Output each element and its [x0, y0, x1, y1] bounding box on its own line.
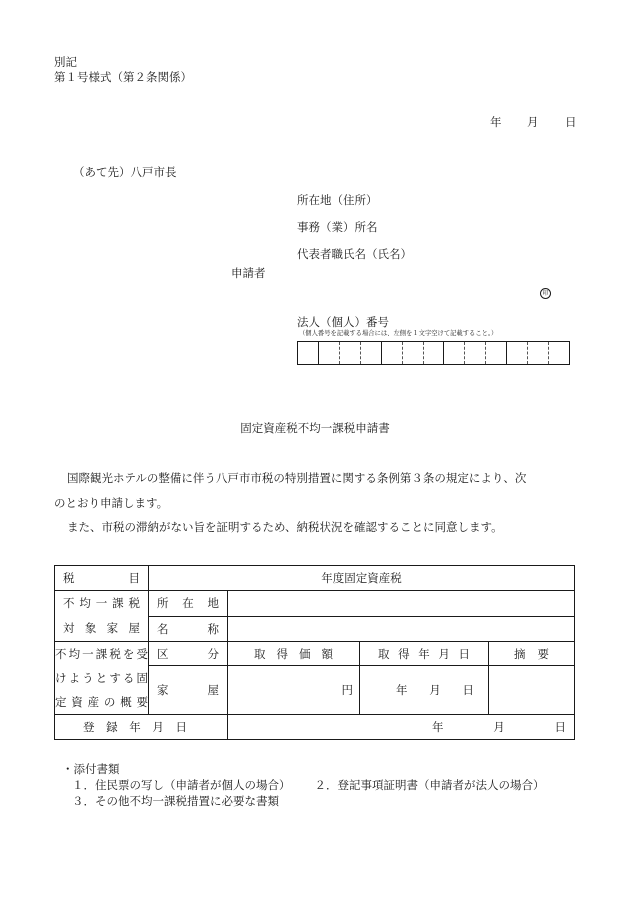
body-paragraph-1-line-2: のとおり申請します。 [54, 496, 169, 510]
annex-label: 別記 [54, 55, 77, 69]
location-field[interactable] [228, 591, 575, 617]
asset-summary-label-cell [55, 642, 149, 715]
number-digit-box[interactable] [486, 342, 507, 364]
seal-mark [540, 286, 551, 299]
attachment-item-2: ２．登記事項証明書（申請者が法人の場合） [314, 778, 545, 792]
registration-date-field[interactable] [228, 715, 575, 740]
corp-number-label: 法人（個人）番号 [297, 315, 389, 329]
date-header-cell [360, 642, 489, 666]
application-table [54, 565, 575, 740]
tax-item-value[interactable]: 年度固定資産税 [149, 566, 575, 591]
number-digit-box[interactable] [424, 342, 445, 364]
applicant-office-label: 事務（業）所名 [297, 220, 378, 234]
registration-date-label-cell [55, 715, 228, 740]
tax-item-label: 税 目 [63, 571, 140, 585]
acq-month: 月 [429, 683, 441, 697]
number-digit-box[interactable] [361, 342, 382, 364]
yen-unit: 円 [341, 683, 353, 697]
number-digit-box[interactable] [528, 342, 549, 364]
name-field[interactable] [228, 616, 575, 642]
acquisition-cost-field[interactable] [228, 666, 360, 715]
date-header: 取得年月日 [378, 646, 470, 661]
cost-header: 取得価額 [254, 646, 333, 661]
attachments [62, 761, 545, 809]
asset-summary-label-line: 定資産の概要 [55, 695, 148, 709]
building-kind: 家屋 [157, 683, 219, 697]
date-year: 年 [490, 115, 502, 129]
location-label-cell [149, 591, 228, 617]
acq-year: 年 [396, 683, 408, 697]
addressee: （あて先）八戸市長 [73, 165, 177, 179]
table-row [55, 642, 575, 666]
target-building-label-cell [55, 591, 149, 642]
attachments-heading: ・添付書類 [62, 762, 120, 776]
attachment-item-1: １．住民票の写し（申請者が個人の場合） [72, 778, 291, 792]
cost-header-cell [228, 642, 360, 666]
number-digit-box[interactable] [507, 342, 528, 364]
number-digit-box[interactable] [549, 342, 569, 364]
reg-day: 日 [554, 720, 566, 734]
summary-header-cell [489, 642, 575, 666]
location-label: 所在地 [157, 596, 219, 611]
attachments-row-1 [62, 777, 545, 793]
number-digit-box[interactable] [465, 342, 486, 364]
number-digit-box[interactable] [298, 342, 319, 364]
applicant-label: 申請者 [231, 266, 266, 280]
building-kind-cell [149, 666, 228, 715]
applicant-representative-label: 代表者職氏名（氏名） [297, 247, 412, 261]
category-header-cell [149, 642, 228, 666]
table-row [55, 591, 575, 617]
acq-day: 日 [462, 683, 474, 697]
date-day: 日 [565, 115, 577, 129]
registration-date-label: 登録年月日 [83, 720, 187, 734]
asset-summary-label-line: 不均一課税を受 [55, 647, 148, 661]
summary-field[interactable] [489, 666, 575, 715]
name-label-cell [149, 616, 228, 642]
number-digit-box[interactable] [382, 342, 403, 364]
body-paragraph-1-line-1: 国際観光ホテルの整備に伴う八戸市市税の特別措置に関する条例第３条の規定により、次 [67, 471, 527, 485]
category-header: 区分 [157, 646, 219, 661]
form-number: 第１号様式（第２条関係） [54, 70, 192, 84]
document-title: 固定資産税不均一課税申請書 [240, 421, 390, 435]
target-building-label-2: 対象家屋 [63, 621, 140, 635]
body-paragraph-2: また、市税の滞納がない旨を証明するため、納税状況を確認することに同意します。 [67, 520, 503, 534]
table-row [55, 566, 575, 591]
date-month: 月 [527, 115, 539, 129]
number-digit-box[interactable] [444, 342, 465, 364]
number-digit-box[interactable] [403, 342, 424, 364]
number-digit-box[interactable] [340, 342, 361, 364]
summary-header: 摘要 [514, 646, 549, 661]
reg-year: 年 [432, 720, 444, 734]
table-row [55, 715, 575, 740]
tax-item-label-cell [55, 566, 149, 591]
name-label: 名称 [157, 621, 219, 636]
attachment-item-3: ３．その他不均一課税措置に必要な書類 [72, 794, 279, 808]
reg-month: 月 [493, 720, 505, 734]
acquisition-date-field[interactable] [360, 666, 489, 715]
asset-summary-label-line: けようとする固 [55, 671, 148, 685]
target-building-label-1: 不均一課税 [63, 596, 140, 610]
corp-number-note: （個人番号を記載する場合には、左側を１文字空けて記載すること。） [299, 330, 498, 337]
number-digit-box[interactable] [319, 342, 340, 364]
applicant-location-label: 所在地（住所） [297, 193, 378, 207]
seal-icon: 印 [540, 288, 551, 299]
corp-number-boxes[interactable] [297, 341, 570, 365]
